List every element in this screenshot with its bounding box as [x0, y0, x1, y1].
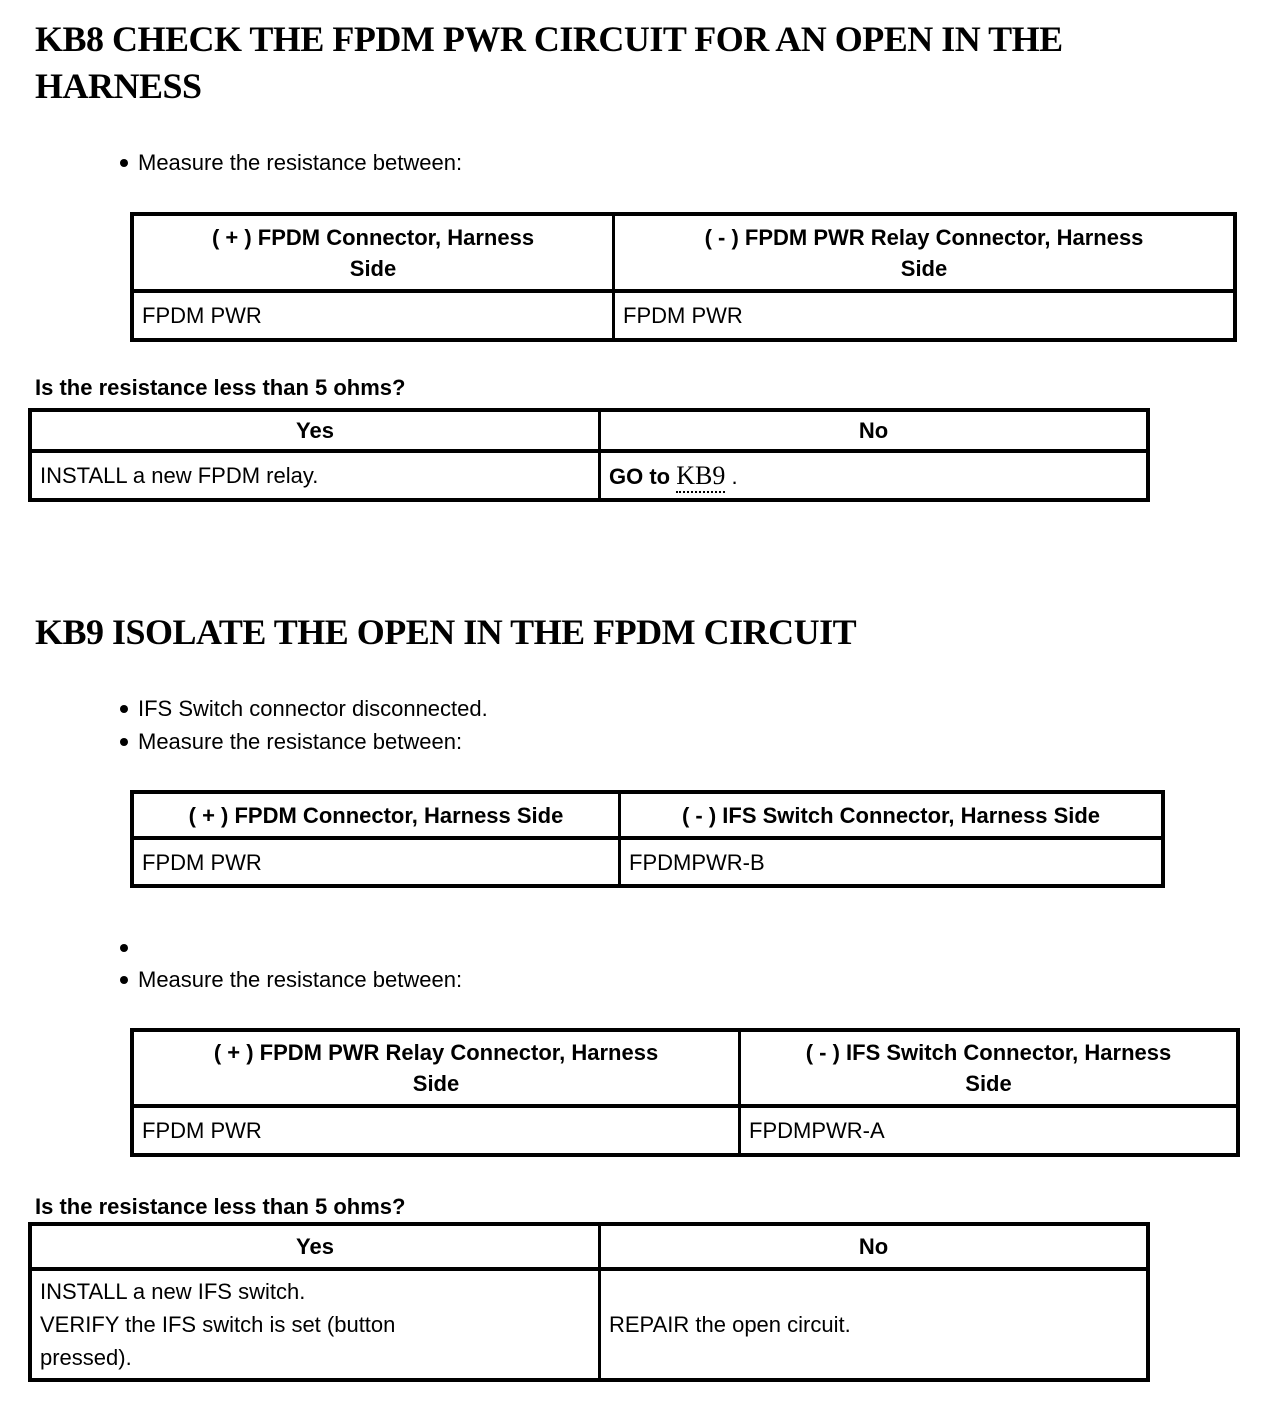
kb8-question: Is the resistance less than 5 ohms? [35, 375, 406, 400]
kb8-decision-table [28, 408, 1150, 502]
kb9-question: Is the resistance less than 5 ohms? [35, 1194, 406, 1219]
table-row [32, 453, 1146, 498]
bullet-icon [120, 944, 128, 952]
kb9-measure-table-a [130, 790, 1165, 888]
header-line: Side [349, 255, 397, 281]
go-to-text: GO to [609, 463, 677, 489]
kb9-yes-action [32, 1271, 601, 1378]
no-header: No [858, 418, 889, 443]
bullet-icon [120, 705, 128, 713]
kb9-decision-table [28, 1222, 1150, 1382]
yes-action-line: VERIFY the IFS switch is set (button pressed). [40, 1312, 396, 1370]
kb9-measure-a-header-negative [621, 794, 1161, 836]
kb9-no-action: REPAIR the open circuit. [609, 1312, 851, 1337]
kb8-measure-header-positive [134, 216, 615, 289]
kb9-measure-table-b [130, 1028, 1240, 1157]
yes-header: Yes [32, 412, 601, 449]
header-line: ( - ) FPDM PWR Relay Connector, Harness [704, 224, 1144, 250]
kb9-measure-a-header-positive [134, 794, 621, 836]
table-row [134, 840, 1161, 884]
table-row [134, 1108, 1236, 1153]
kb8-measure-cell-negative: FPDM PWR [623, 303, 743, 328]
go-to-suffix: . [725, 463, 738, 489]
kb8-measure-table [130, 212, 1237, 342]
kb9-bullet-empty [120, 935, 138, 961]
table-row [134, 293, 1233, 338]
table-row [32, 1271, 1146, 1378]
kb9-measure-b-cell-negative: FPDMPWR-A [749, 1118, 885, 1143]
bullet-icon [120, 738, 128, 746]
bullet-icon [120, 159, 128, 167]
header-line: ( + ) FPDM PWR Relay Connector, Harness [213, 1040, 659, 1065]
kb9-measure-b-header-negative [741, 1032, 1236, 1104]
kb8-measure-header-negative [615, 216, 1233, 289]
kb8-heading-line2: HARNESS [35, 66, 202, 106]
kb9-bullet-measure-1 [120, 729, 462, 755]
bullet-text: Measure the resistance between: [138, 967, 463, 992]
kb8-heading-line1: KB8 CHECK THE FPDM PWR CIRCUIT FOR AN OPEN IN THE [35, 19, 1063, 59]
header-line: ( + ) FPDM Connector, Harness Side [188, 802, 564, 828]
header-line: Side [412, 1071, 460, 1096]
no-header: No [858, 1234, 889, 1259]
kb8-heading [35, 16, 1063, 110]
kb9-measure-a-cell-negative: FPDMPWR-B [629, 849, 765, 875]
bullet-text: Measure the resistance between: [138, 150, 463, 175]
kb9-measure-b-cell-positive: FPDM PWR [134, 1108, 741, 1153]
header-line: ( - ) IFS Switch Connector, Harness Side [681, 802, 1101, 828]
yes-header: Yes [32, 1226, 601, 1267]
kb9-bullet-measure-2 [120, 967, 462, 993]
kb9-heading-line1: KB9 ISOLATE THE OPEN IN THE FPDM CIRCUIT [35, 612, 857, 652]
bullet-text: Measure the resistance between: [138, 729, 463, 754]
header-line: Side [965, 1071, 1012, 1096]
kb8-yes-action: INSTALL a new FPDM relay. [32, 453, 601, 498]
kb8-measure-cell-positive: FPDM PWR [134, 293, 615, 338]
header-line: Side [900, 255, 948, 281]
kb9-bullet-ifs-disconnected [120, 696, 488, 722]
yes-action-line: INSTALL a new IFS switch. [40, 1279, 306, 1304]
kb8-no-action [601, 453, 1146, 498]
kb8-bullet-measure [120, 150, 462, 176]
kb9-link[interactable]: KB9 [676, 461, 725, 493]
kb9-measure-a-cell-positive: FPDM PWR [134, 840, 621, 884]
kb9-heading [35, 609, 856, 656]
bullet-icon [120, 976, 128, 984]
bullet-text: IFS Switch connector disconnected. [138, 696, 488, 721]
header-line: ( - ) IFS Switch Connector, Harness [805, 1040, 1172, 1065]
kb9-measure-b-header-positive [134, 1032, 741, 1104]
header-line: ( + ) FPDM Connector, Harness [211, 224, 535, 250]
